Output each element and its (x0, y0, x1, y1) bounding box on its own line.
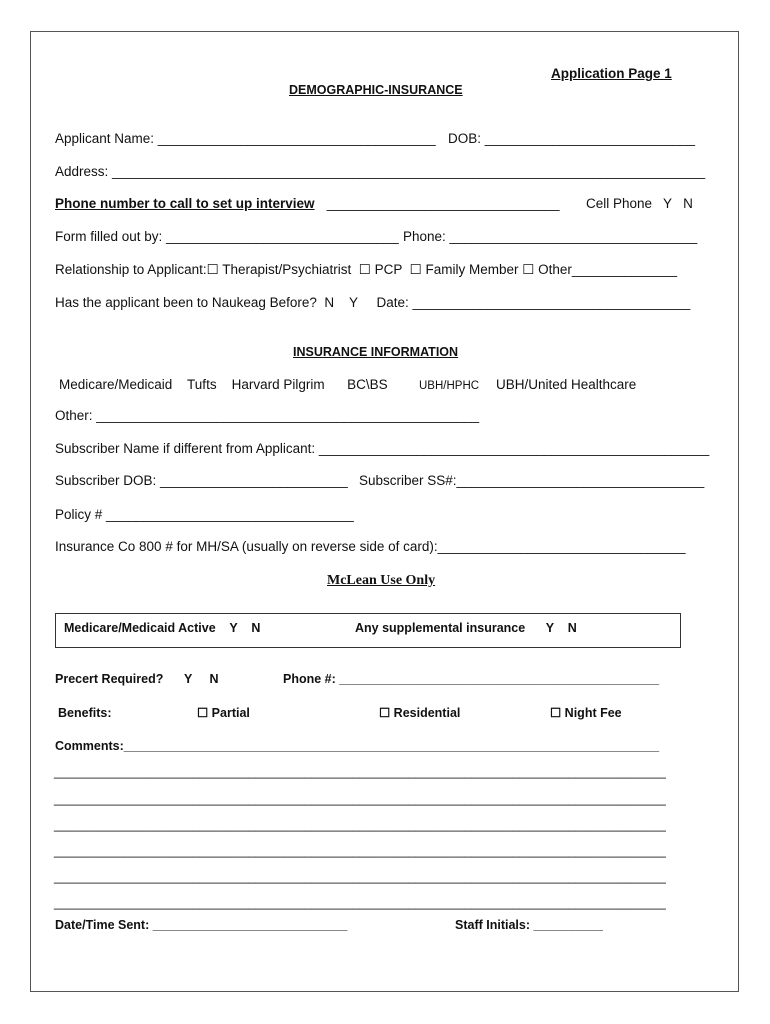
other-insurance-field[interactable]: Other: ___________________________________________________ (55, 408, 480, 423)
comment-line[interactable]: ________________________________________________________________________________________ (54, 792, 666, 806)
supplemental-insurance-choice[interactable]: Any supplemental insurance Y N (355, 621, 577, 635)
relationship-row[interactable]: Relationship to Applicant:☐ Therapist/Psychiatrist ☐ PCP ☐ Family Member ☐ Other______________ (55, 262, 677, 277)
benefit-partial-checkbox[interactable]: ☐ Partial (197, 706, 250, 720)
subscriber-ss-field[interactable]: Subscriber SS#:_________________________________ (359, 473, 705, 488)
comment-line[interactable]: ________________________________________________________________________________________ (54, 896, 666, 910)
comment-line[interactable]: ________________________________________________________________________________________ (54, 844, 666, 858)
comments-field[interactable]: Comments:_____________________________________________________________________________ (55, 739, 660, 753)
precert-phone-field[interactable]: Phone #: ______________________________________________ (283, 672, 660, 686)
interview-phone-label: Phone number to call to set up interview (55, 196, 315, 211)
insurance-plan-ubh-united: UBH/United Healthcare (496, 377, 637, 392)
benefit-residential-checkbox[interactable]: ☐ Residential (379, 706, 461, 720)
dob-field[interactable]: DOB: ____________________________ (448, 131, 695, 146)
address-field[interactable]: Address: _______________________________________________________________________________ (55, 164, 706, 179)
insurance-section-title: INSURANCE INFORMATION (293, 345, 459, 359)
naukeag-question[interactable]: Has the applicant been to Naukeag Before? N Y Date: _____________________________________ (55, 295, 691, 310)
comment-line[interactable]: ________________________________________________________________________________________ (54, 765, 666, 779)
comment-line[interactable]: ________________________________________________________________________________________ (54, 818, 666, 832)
subscriber-dob-field[interactable]: Subscriber DOB: _________________________ (55, 473, 348, 488)
interview-phone-field[interactable]: _______________________________ (323, 196, 560, 211)
insurance-plans-list: Medicare/Medicaid Tufts Harvard Pilgrim BC\BS (59, 377, 388, 392)
date-time-sent-field[interactable]: Date/Time Sent: ____________________________ (55, 918, 348, 932)
precert-required-choice[interactable]: Precert Required? Y N (55, 672, 219, 686)
applicant-name-field[interactable]: Applicant Name: _____________________________________ (55, 131, 436, 146)
subscriber-name-field[interactable]: Subscriber Name if different from Applicant: ____________________________________________________ (55, 441, 710, 456)
mclean-section-title: McLean Use Only (327, 573, 436, 588)
form-title: DEMOGRAPHIC-INSURANCE (289, 83, 463, 97)
insurance-plan-ubh-hphc: UBH/HPHC (419, 380, 480, 392)
benefit-night-fee-checkbox[interactable]: ☐ Night Fee (550, 706, 622, 720)
application-page-label: Application Page 1 (551, 66, 672, 81)
policy-number-field[interactable]: Policy # _________________________________ (55, 507, 354, 522)
form-filled-by-field[interactable]: Form filled out by: _______________________________ (55, 229, 399, 244)
form-phone-field[interactable]: Phone: _________________________________ (403, 229, 698, 244)
benefits-label: Benefits: (58, 706, 112, 720)
insurance-800-field[interactable]: Insurance Co 800 # for MH/SA (usually on reverse side of card):_________________________________ (55, 539, 686, 554)
medicare-active-choice[interactable]: Medicare/Medicaid Active Y N (64, 621, 261, 635)
staff-initials-field[interactable]: Staff Initials: __________ (455, 918, 603, 932)
cell-phone-choice[interactable]: Cell Phone Y N (586, 196, 693, 211)
comment-line[interactable]: ________________________________________________________________________________________ (54, 870, 666, 884)
